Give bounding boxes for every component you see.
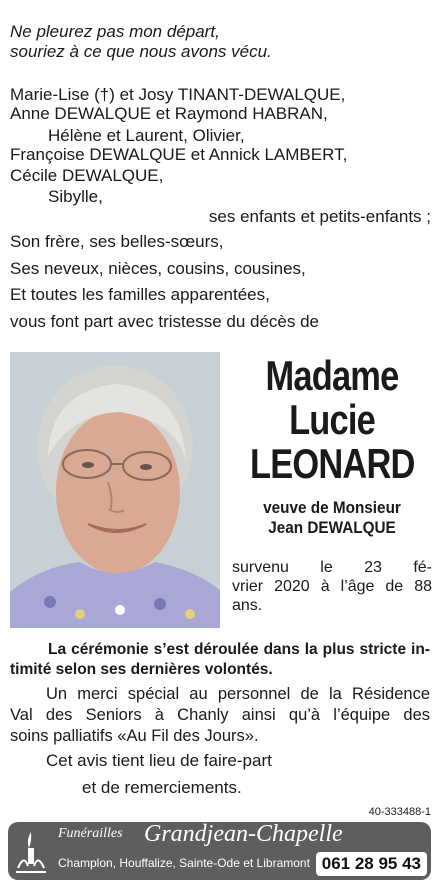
family-line: Anne DEWALQUE et Raymond HABRAN, <box>10 104 328 123</box>
death-line-1: survenu le 23 fé- <box>232 559 432 576</box>
funeral-home-phone: 061 28 95 43 <box>316 852 427 876</box>
family-line: Marie-Lise (†) et Josy TINANT-DEWALQUE, <box>10 85 346 104</box>
widow-line-1: veuve de Monsieur <box>263 498 401 517</box>
closing-line-1: Cet avis tient lieu de faire-part <box>46 751 272 770</box>
portrait-image <box>10 352 220 628</box>
family-line: ses enfants et petits-enfants ; <box>208 207 431 226</box>
family-line: Hélène et Laurent, Olivier, <box>48 126 245 145</box>
funeral-home-name: Grandjean-Chapelle <box>144 821 343 847</box>
thanks-line-3: soins palliatifs «Au Fil des Jours». <box>10 727 259 745</box>
death-line-2: vrier 2020 à l’âge de 88 <box>232 578 432 595</box>
ceremony-line-2: timité selon ses dernières volontés. <box>10 661 273 678</box>
ceremony-line-1: La cérémonie s’est déroulée dans la plus stricte in- <box>48 641 430 658</box>
death-notice <box>232 558 432 615</box>
funeral-home-banner <box>8 822 431 880</box>
notice-reference: 40-333488-1 <box>368 806 431 818</box>
family-line: Françoise DEWALQUE et Annick LAMBERT, <box>10 145 348 164</box>
ceremony-paragraph <box>10 640 430 680</box>
funeral-home-logo-icon <box>14 828 48 874</box>
thanks-line-1: Un merci spécial au personnel de la Résidence <box>46 685 430 703</box>
relatives-line: vous font part avec tristesse du décès de <box>10 312 320 331</box>
deceased-first-name: Lucie <box>289 396 375 443</box>
thanks-line-2: Val des Seniors à Chanly ainsi qu’à l’équipe des <box>10 706 430 724</box>
portrait-photo <box>10 352 220 628</box>
epitaph-line-2: souriez à ce que nous avons vécu. <box>10 42 272 61</box>
family-line: Cécile DEWALQUE, <box>10 166 164 185</box>
deceased-last-name: LEONARD <box>250 440 415 487</box>
family-line: Sibylle, <box>48 187 103 206</box>
relatives-line: Et toutes les familles apparentées, <box>10 285 270 304</box>
widow-line-2: Jean DEWALQUE <box>268 518 396 537</box>
funeral-home-locations: Champlon, Houffalize, Sainte-Ode et Libramont <box>58 856 310 870</box>
epitaph-line-1: Ne pleurez pas mon départ, <box>10 22 220 41</box>
relatives-line: Son frère, ses belles-sœurs, <box>10 232 224 251</box>
closing-line-2: et de remerciements. <box>82 778 242 797</box>
deceased-title: Madame <box>265 352 399 399</box>
funeral-home-prefix: Funérailles <box>58 826 123 841</box>
death-line-3: ans. <box>232 597 263 614</box>
relatives-line: Ses neveux, nièces, cousins, cousines, <box>10 259 306 278</box>
thanks-paragraph <box>10 684 430 747</box>
